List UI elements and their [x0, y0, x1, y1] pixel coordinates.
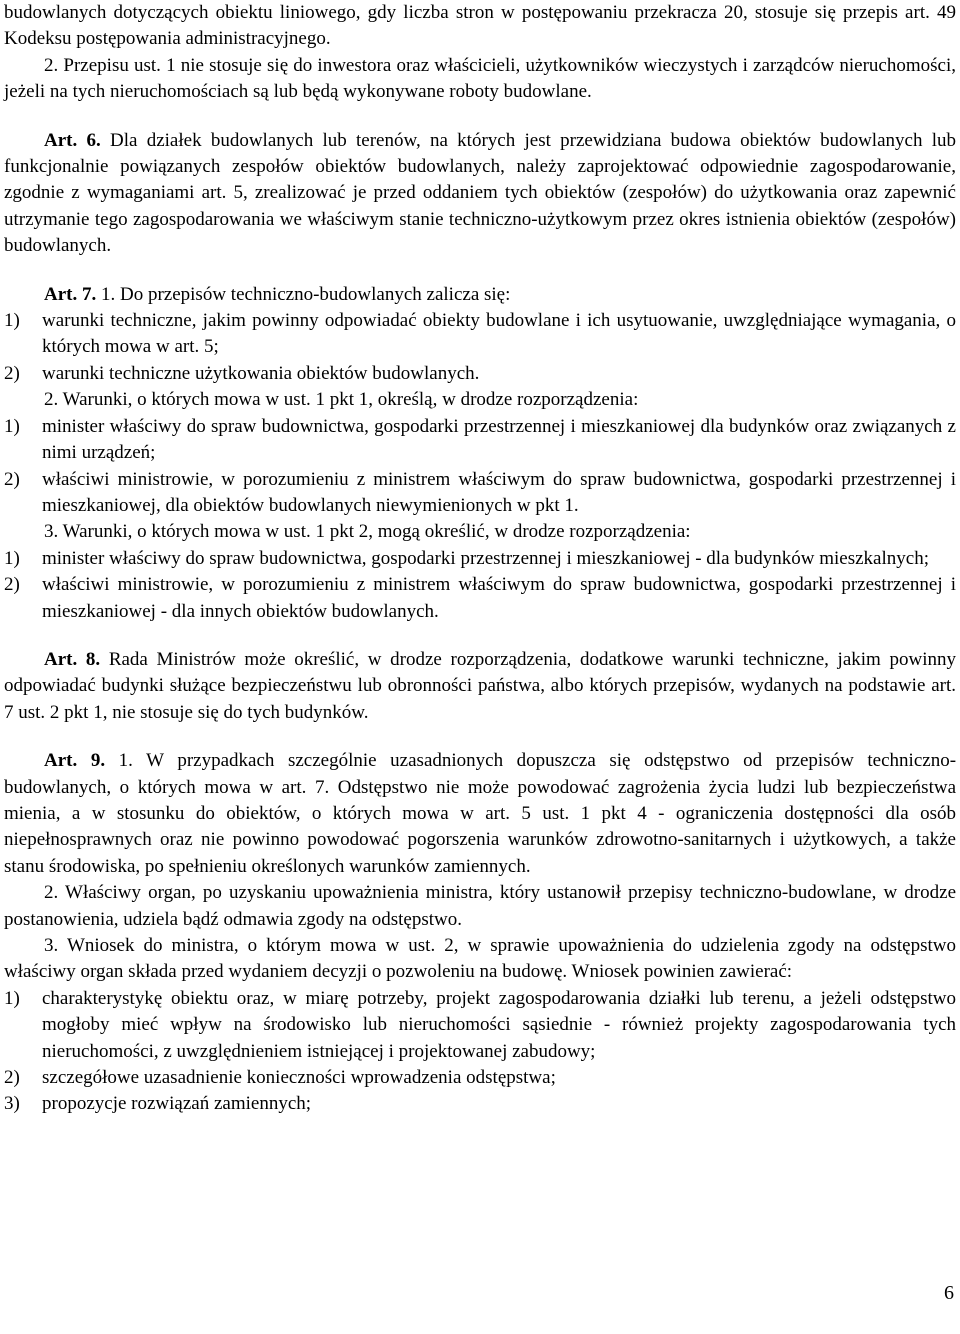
article-number: Art. 9.	[44, 750, 106, 772]
paragraph-art7-3	[4, 519, 956, 545]
paragraph-art7-1	[4, 282, 956, 308]
list-item	[4, 361, 956, 387]
paragraph-text: budowlanych dotyczących obiektu liniowego, gdy liczba stron w postępowaniu przekracza 20, stosuje się przepis art. 49 Kodeksu postępowania administracyjnego.	[4, 2, 956, 50]
document-body	[4, 0, 956, 1118]
list-item-text: propozycje rozwiązań zamiennych;	[42, 1093, 312, 1115]
list-item-text: minister właściwy do spraw budownictwa, gospodarki przestrzennej i mieszkaniowej - dla budynków mieszkalnych;	[42, 547, 929, 569]
paragraph-art6	[4, 128, 956, 260]
paragraph-text: 1. Do przepisów techniczno-budowlanych zalicza się:	[100, 283, 511, 305]
paragraph-art5-2	[4, 53, 956, 106]
list-item-number: 1)	[4, 987, 20, 1009]
list-item-text: minister właściwy do spraw budownictwa, gospodarki przestrzennej i mieszkaniowej dla budynków oraz związanych z nimi urządzeń;	[42, 415, 956, 464]
article-number: Art. 8.	[44, 648, 101, 670]
paragraph-text: Dla działek budowlanych lub terenów, na których jest przewidziana budowa obiektów budowlanych lub funkcjonalnie powiązanych zespołów obiektów budowlanych, należy zaprojektować odpowiednie zagospodarowanie, zgodnie z wymaganiami art. 5, zrealizować je przed oddaniem tych obiektów (zespołów) do użytkowania oraz zapewnić utrzymanie tego zagospodarowania we właściwym stanie techniczno-użytkowym przez okres istnienia obiektów (zespołów) budowlanych.	[4, 129, 956, 257]
list-item-number: 2)	[4, 1067, 20, 1089]
list-item	[4, 308, 956, 361]
paragraph-text: 3. Warunki, o których mowa w ust. 1 pkt 2, mogą określić, w drodze rozporządzenia:	[44, 521, 691, 543]
list-item	[4, 1091, 956, 1117]
list-item	[4, 572, 956, 625]
list-item-text: charakterystykę obiektu oraz, w miarę potrzeby, projekt zagospodarowania działki lub terenu, a jeżeli odstępstwo mogłoby mieć wpływ na środowisko lub nieruchomości sąsiednie - również projekty zagospodarowania tych nieruchomości, z uwzględnieniem istniejącej i projektowanej zabudowy;	[42, 987, 956, 1062]
list-item-text: właściwi ministrowie, w porozumieniu z ministrem właściwym do spraw budownictwa, gospodarki przestrzennej i mieszkaniowej - dla innych obiektów budowlanych.	[42, 574, 956, 622]
page-number: 6	[944, 1282, 954, 1304]
paragraph-cont-top	[4, 0, 956, 53]
list-item-number: 1)	[4, 310, 20, 332]
paragraph-text: 1. W przypadkach szczególnie uzasadnionych dopuszcza się odstępstwo od przepisów techniczno-budowlanych, o których mowa w art. 7. Odstępstwo nie może powodować zagrożenia życia ludzi lub bezpieczeństwa mienia, a w stosunku do obiektów, o których mowa w art. 5 ust. 1 pkt 4 - ograniczenia dostępności dla osób niepełnosprawnych oraz nie powinno powodować pogorszenia warunków zdrowotno-sanitarnych i użytkowych, a także stanu środowiska, po spełnieniu określonych warunków zamiennych.	[4, 750, 957, 877]
list-item-number: 3)	[4, 1093, 20, 1115]
paragraph-text: 2. Warunki, o których mowa w ust. 1 pkt 1, określą, w drodze rozporządzenia:	[44, 389, 639, 411]
paragraph-text: 3. Wniosek do ministra, o którym mowa w ust. 2, w sprawie upoważnienia do udzielenia zgody na odstępstwo właściwy organ składa przed wydaniem decyzji o pozwoleniu na budowę. Wniosek powinien zawierać:	[4, 935, 956, 983]
article-number: Art. 6.	[44, 129, 101, 151]
list-item-text: warunki techniczne, jakim powinny odpowiadać obiekty budowlane i ich usytuowanie, uwzględniające wymagania, o których mowa w art. 5;	[42, 310, 956, 358]
paragraph-art9-2	[4, 880, 956, 933]
list-item	[4, 1065, 956, 1091]
list-item	[4, 414, 956, 467]
paragraph-art9-3	[4, 933, 956, 986]
list-item-text: właściwi ministrowie, w porozumieniu z ministrem właściwym do spraw budownictwa, gospodarki przestrzennej i mieszkaniowej, dla obiektów budowlanych niewymienionych w pkt 1.	[42, 468, 956, 516]
list-item-number: 2)	[4, 362, 20, 384]
list-item	[4, 467, 956, 520]
list-item-text: warunki techniczne użytkowania obiektów budowlanych.	[42, 362, 480, 384]
list-item-number: 2)	[4, 574, 20, 596]
paragraph-art7-2	[4, 387, 956, 413]
list-item-text: szczegółowe uzasadnienie konieczności wprowadzenia odstępstwa;	[42, 1067, 556, 1089]
paragraph-text: Rada Ministrów może określić, w drodze rozporządzenia, dodatkowe warunki techniczne, jakim powinny odpowiadać budynki służące bezpieczeństwu lub obronności państwa, albo których przepisów, wydanych na podstawie art. 7 ust. 2 pkt 1, nie stosuje się do tych budynków.	[4, 648, 956, 723]
paragraph-text: 2. Przepisu ust. 1 nie stosuje się do inwestora oraz właścicieli, użytkowników wieczystych i zarządców nieruchomości, jeżeli na tych nieruchomościach są lub będą wykonywane roboty budowlane.	[4, 54, 956, 103]
paragraph-art9-1	[4, 748, 956, 880]
list-item-number: 2)	[4, 468, 20, 490]
list-item	[4, 546, 956, 572]
paragraph-art8	[4, 647, 956, 726]
list-item-number: 1)	[4, 547, 20, 569]
list-item-number: 1)	[4, 415, 20, 437]
article-number: Art. 7.	[44, 283, 97, 305]
list-item	[4, 986, 956, 1065]
paragraph-text: 2. Właściwy organ, po uzyskaniu upoważnienia ministra, który ustanowił przepisy techniczno-budowlane, w drodze postanowienia, udziela bądź odmawia zgody na odstępstwo.	[4, 882, 956, 930]
